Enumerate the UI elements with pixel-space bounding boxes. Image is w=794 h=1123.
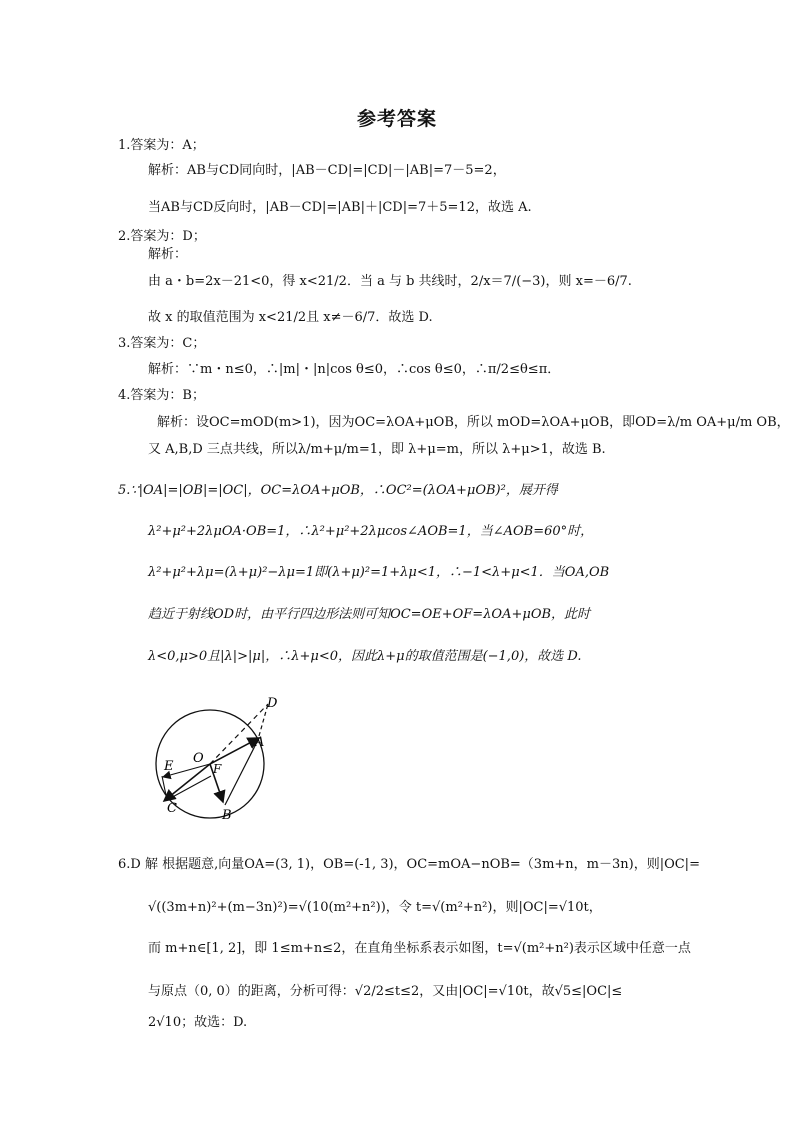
q5-line-5: λ<0,μ>0且|λ|>|μ|，∴λ+μ<0，因此λ+μ的取值范围是(−1,0)，故选 D. [148, 649, 582, 664]
label-a: A [255, 735, 265, 750]
q5-line-2: λ²+μ²+2λμOA·OB=1，∴λ²+μ²+2λμcos∠AOB=1，当∠AOB=60°时， [148, 524, 594, 539]
q2-analysis-line-2: 故 x 的取值范围为 x<21/2且 x≠－6/7．故选 D. [148, 310, 433, 325]
q6-line-5: 2√10；故选：D. [148, 1015, 248, 1030]
circle-vector-figure [145, 688, 290, 828]
q2-answer: 2.答案为：D； [118, 229, 206, 244]
q6-line-1: 6.D 解 根据题意,向量OA=(3, 1)，OB=(-1, 3)，OC=mOA−nOB=（3m+n，m－3n)，则|OC|= [118, 857, 700, 872]
q6-line-3: 而 m+n∈[1, 2]，即 1≤m+n≤2，在直角坐标系表示如图，t=√(m²+n²)表示区域中任意一点 [148, 941, 691, 956]
q5-line-3: λ²+μ²+λμ=(λ+μ)²−λμ=1即(λ+μ)²=1+λμ<1，∴−1<λ+μ<1．当OA,OB [148, 565, 610, 580]
segment-fc [167, 776, 211, 800]
label-b: B [222, 808, 232, 823]
q5-line-1: 5.∵|OA|=|OB|=|OC|，OC=λOA+μOB，∴OC²=(λOA+μOB)²，展开得 [118, 483, 558, 498]
segment-ec [162, 776, 167, 800]
q5-line-4: 趋近于射线OD时，由平行四边形法则可知OC=OE+OF=λOA+μOB，此时 [148, 607, 591, 622]
label-d: D [267, 696, 278, 711]
label-f: F [213, 762, 222, 776]
page-title: 参考答案 [356, 108, 437, 130]
q1-analysis-line-2: 当AB与CD反向时，|AB－CD|=|AB|＋|CD|=7＋5=12，故选 A. [148, 200, 532, 215]
q4-analysis-line-2: 又 A,B,D 三点共线，所以λ/m+μ/m=1，即 λ+μ=m，所以 λ+μ>1，故选 B. [148, 442, 606, 457]
q3-answer: 3.答案为：C； [118, 336, 206, 351]
label-o: O [193, 751, 204, 766]
q6-line-2: √((3m+n)²+(m−3n)²)=√(10(m²+n²))，令 t=√(m²+n²)，则|OC|=√10t， [148, 900, 602, 915]
q2-analysis-line-1: 由 a・b=2x－21<0，得 x<21/2．当 a 与 b 共线时，2/x＝7/(−3)，则 x=－6/7. [148, 274, 632, 289]
q1-answer: 1.答案为：A； [118, 138, 205, 153]
q4-answer: 4.答案为：B； [118, 388, 205, 403]
q1-analysis-line-1: 解析：AB与CD同向时，|AB－CD|=|CD|－|AB|=7－5=2， [148, 163, 506, 178]
label-e: E [164, 759, 174, 774]
q3-analysis-line-1: 解析：∵m・n≤0，∴|m|・|n|cos θ≤0，∴cos θ≤0，∴π/2≤θ≤π． [148, 362, 561, 377]
q6-line-4: 与原点（0, 0）的距离，分析可得：√2/2≤t≤2，又由|OC|=√10t，故√5≤|OC|≤ [148, 984, 623, 999]
q2-analysis-label: 解析： [148, 247, 188, 262]
vector-oa [210, 738, 259, 764]
q4-analysis-line-1: 解析：设OC=mOD(m>1)，因为OC=λOA+μOB，所以 mOD=λOA+μOB，即OD=λ/m OA+μ/m OB， [157, 415, 790, 430]
label-c: C [167, 801, 177, 816]
